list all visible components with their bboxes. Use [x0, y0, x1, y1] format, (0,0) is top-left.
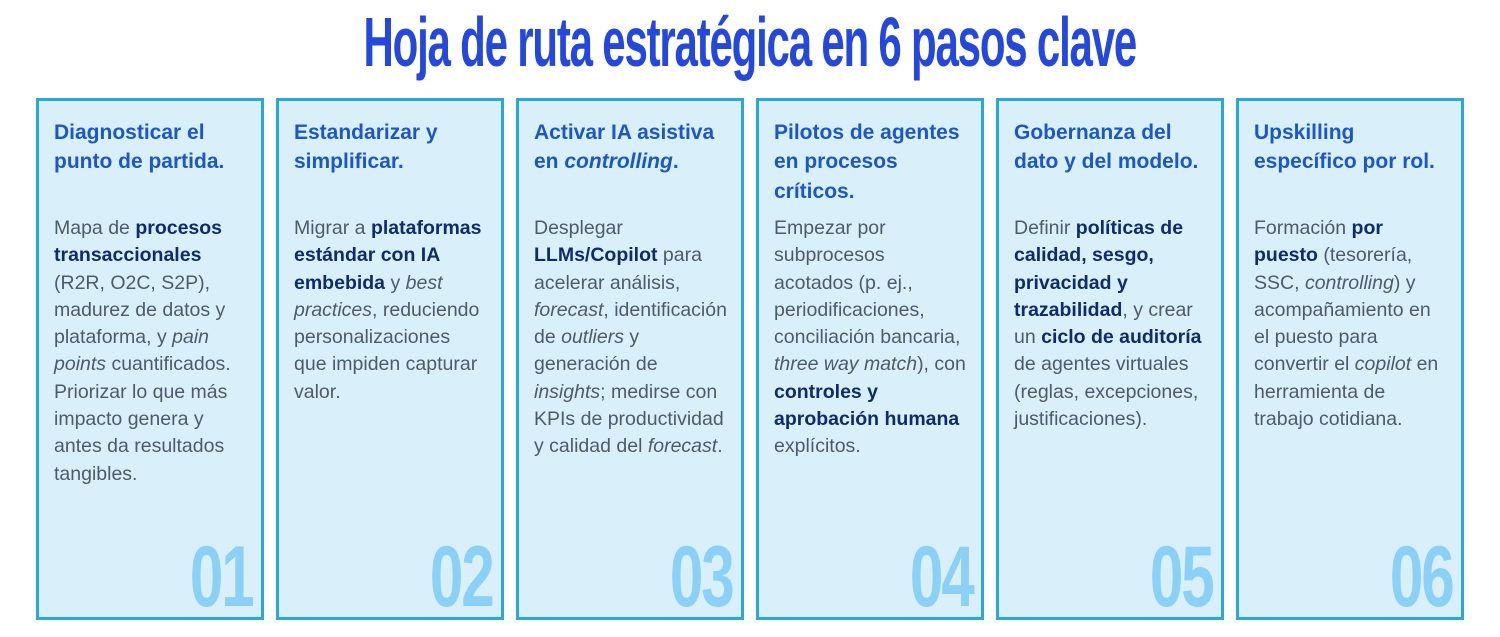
text-run: Mapa de	[54, 217, 136, 239]
text-run: , y crear un	[1014, 298, 1193, 349]
text-run: LLMs/Copilot	[534, 244, 658, 267]
step-number: 03	[670, 529, 733, 626]
text-run: plataformas estándar con IA embebida	[294, 217, 482, 294]
text-run: ) y acompañamiento en el puesto para convertir el	[1254, 271, 1431, 376]
text-run: para acelerar análisis,	[534, 244, 702, 294]
text-run: ciclo de auditoría	[1041, 326, 1202, 349]
step-card-01	[36, 98, 264, 626]
text-run: controles y aprobación humana	[774, 380, 960, 431]
step-title	[1254, 118, 1447, 208]
text-run: three way match	[774, 353, 918, 376]
step-card-03	[516, 98, 744, 626]
text-run: .	[672, 150, 679, 174]
text-run: procesos transaccionales	[54, 217, 223, 267]
text-run: copilot	[1354, 353, 1412, 376]
text-run: Pilotos de agentes en procesos críticos.	[774, 121, 960, 203]
step-number: 06	[1390, 529, 1453, 626]
step-number: 04	[910, 529, 973, 626]
text-run: políticas de calidad, sesgo, privacidad y trazabilidad	[1014, 217, 1184, 321]
text-run: , identificación de	[534, 298, 727, 349]
step-description	[774, 215, 967, 461]
text-run: forecast	[534, 298, 604, 321]
step-card-02	[276, 98, 504, 626]
text-run: Upskilling específico por rol.	[1254, 121, 1435, 174]
step-description	[1014, 215, 1207, 433]
text-run: (R2R, O2C, S2P), madurez de datos y plataforma, y	[54, 271, 226, 349]
text-run: forecast	[647, 435, 718, 458]
page-title: Hoja de ruta estratégica en 6 pasos clave	[363, 3, 1137, 81]
step-title	[294, 118, 487, 208]
text-run: outliers	[561, 326, 624, 349]
step-number: 05	[1150, 529, 1213, 626]
step-description	[294, 215, 487, 406]
steps-row	[0, 98, 1500, 626]
text-run: Migrar a	[294, 217, 371, 239]
step-card-04	[756, 98, 984, 626]
text-run: Definir	[1014, 217, 1076, 239]
step-title	[534, 118, 727, 208]
page-title-wrap	[0, 3, 1500, 88]
step-title	[54, 118, 247, 208]
text-run: Gobernanza del dato y del modelo.	[1014, 121, 1199, 174]
text-run: pain points	[54, 326, 210, 376]
text-run: Estandarizar y simplificar.	[294, 121, 438, 174]
text-run: Formación	[1254, 217, 1352, 239]
text-run: Activar IA asistiva en	[534, 121, 715, 174]
text-run: y generación de	[534, 326, 658, 376]
step-number: 02	[430, 529, 493, 626]
text-run: en herramienta de trabajo cotidiana.	[1254, 353, 1439, 431]
text-run: .	[717, 435, 723, 458]
step-card-05	[996, 98, 1224, 626]
text-run: explícitos.	[774, 435, 861, 458]
text-run: por puesto	[1254, 217, 1383, 267]
text-run: cuantificados. Priorizar lo que más impacto genera y antes da resultados tangibles.	[54, 353, 231, 485]
text-run: best practices	[294, 271, 443, 321]
text-run: controlling	[1304, 271, 1394, 294]
text-run: Diagnosticar el punto de partida.	[54, 121, 225, 174]
text-run: de agentes virtuales (reglas, excepciones, justificaciones).	[1014, 353, 1199, 431]
step-description	[534, 215, 727, 461]
text-run: ), con	[917, 353, 966, 376]
text-run: ; medirse con KPIs de productividad y calidad del	[534, 380, 724, 458]
step-description	[54, 215, 247, 488]
text-run: Empezar por subprocesos acotados (p. ej., periodificaciones, conciliación bancaria,	[774, 217, 961, 349]
text-run: (tesorería, SSC,	[1254, 244, 1413, 294]
text-run: Desplegar	[534, 217, 623, 239]
step-title	[774, 118, 967, 208]
text-run: y	[385, 271, 406, 294]
step-description	[1254, 215, 1447, 433]
step-title	[1014, 118, 1207, 208]
step-number: 01	[190, 529, 253, 626]
step-card-06	[1236, 98, 1464, 626]
text-run: controlling	[564, 150, 673, 174]
text-run: , reduciendo personalizaciones que impiden capturar valor.	[294, 298, 480, 403]
text-run: insights	[534, 380, 601, 403]
